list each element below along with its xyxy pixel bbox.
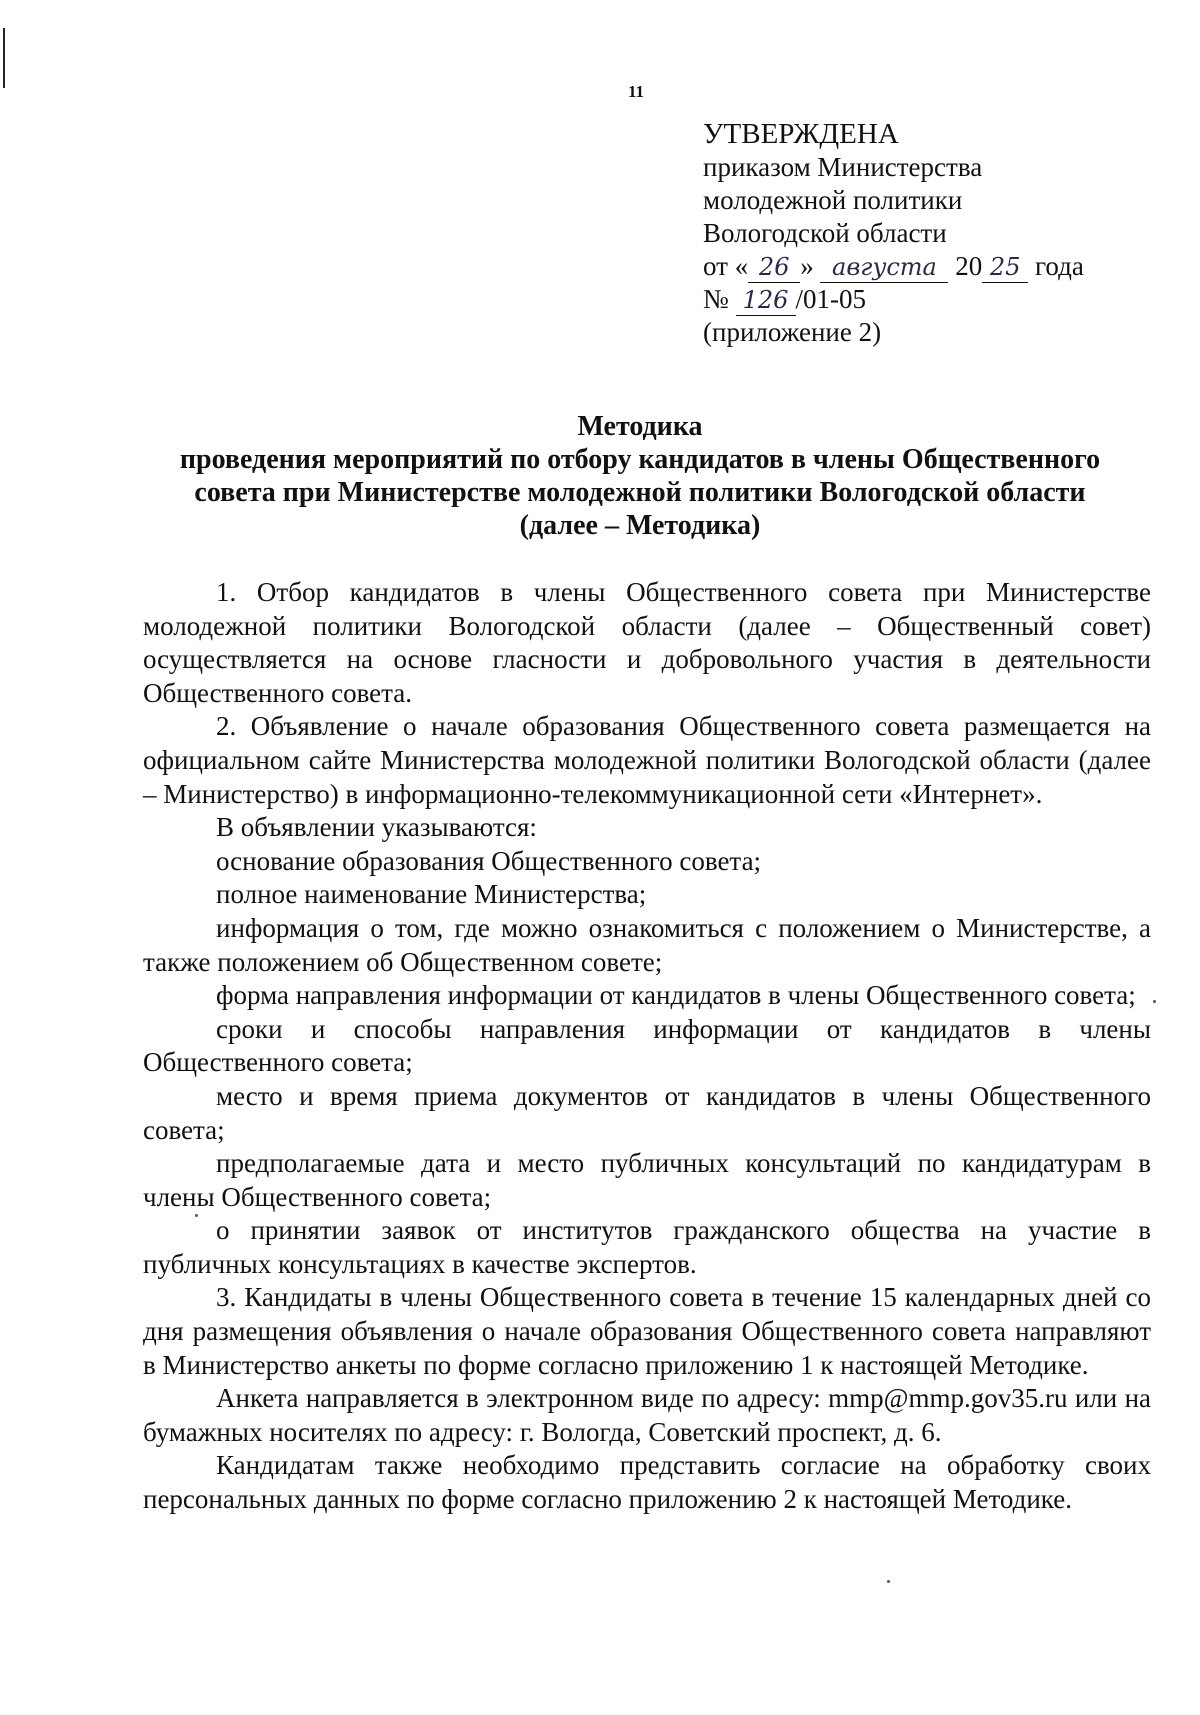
number-suffix: /01-05 <box>795 284 867 314</box>
approval-line-region: Вологодской области <box>703 218 947 248</box>
list-item-full-name: полное наименование Министерства; <box>216 879 647 910</box>
page-number: 11 <box>628 82 645 101</box>
paragraph-3: 3. Кандидаты в члены Общественного совета в течение 15 календарных дней со дня размещения объявления о начале образования Общественного совета направляют в Министерство анкеты по форме согласно приложению 1 к настоящей Методике. <box>143 1282 1151 1380</box>
document-title <box>140 410 1140 542</box>
handwritten-year: 25 <box>982 254 1028 283</box>
list-item-form: форма направления информации от кандидатов в члены Общественного совета; <box>216 980 1136 1011</box>
paragraph-consent: Кандидатам также необходимо представить согласие на обработку своих персональных данных по форме согласно приложению 2 к настоящей Методике. <box>143 1450 1151 1515</box>
handwritten-number: 126 <box>736 287 796 316</box>
paragraph-1: 1. Отбор кандидатов в члены Общественного совета при Министерстве молодежной политики Вологодской области (далее – Общественный совет) осуществляется на основе гласности и добровольного участия в деятельности Общественного совета. <box>143 577 1151 708</box>
year-prefix: 20 <box>955 251 983 281</box>
document-body <box>143 576 1151 1517</box>
scan-edge-mark <box>3 28 5 88</box>
handwritten-month: августа <box>820 254 948 283</box>
title-line-1: Методика <box>577 411 703 442</box>
approval-appendix: (приложение 2) <box>703 317 882 347</box>
list-item-consultations: предполагаемые дата и место публичных консультаций по кандидатурам в члены Общественного совета; <box>143 1148 1151 1212</box>
paragraph-2: 2. Объявление о начале образования Общественного совета размещается на официальном сайте Министерства молодежной политики Вологодской области (далее – Министерство) в информационно-телекоммуникационной сети «Интернет». <box>143 711 1151 809</box>
list-item-deadlines: сроки и способы направления информации от кандидатов в члены Общественного совета; <box>143 1013 1151 1078</box>
title-line-2: проведения мероприятий по отбору кандидатов в члены Общественного <box>179 444 1101 475</box>
title-line-3: совета при Министерстве молодежной политики Вологодской области <box>194 477 1086 508</box>
scan-speck <box>195 1214 198 1217</box>
approval-line-order: приказом Министерства <box>703 152 983 182</box>
approval-stamp-block <box>703 118 1084 349</box>
year-suffix: года <box>1034 251 1084 281</box>
list-item-regulations: информация о том, где можно ознакомиться с положением о Министерстве, а также положением об Общественном совете; <box>143 912 1151 977</box>
approval-number-line <box>703 283 1084 316</box>
approval-line-ministry: молодежной политики <box>703 185 963 215</box>
paragraph-submission: Анкета направляется в электронном виде по адресу: mmp@mmp.gov35.ru или на бумажных носителях по адресу: г. Вологда, Советский проспект, д. 6. <box>143 1383 1151 1447</box>
handwritten-day: 26 <box>748 254 800 283</box>
list-item-place-time: место и время приема документов от кандидатов в члены Общественного совета; <box>143 1080 1151 1145</box>
paragraph-announcement-intro: В объявлении указываются: <box>216 812 537 843</box>
approval-date-line <box>703 250 1084 283</box>
date-mid: » <box>800 251 814 281</box>
list-item-applications: о принятии заявок от институтов гражданского общества на участие в публичных консультациях в качестве экспертов. <box>143 1215 1151 1279</box>
date-prefix: от « <box>703 251 749 281</box>
title-line-4: (далее – Методика) <box>519 510 761 541</box>
list-item-basis: основание образования Общественного совета; <box>216 845 762 876</box>
approval-heading: УТВЕРЖДЕНА <box>703 118 899 150</box>
scan-speck <box>1153 1000 1156 1003</box>
number-prefix: № <box>703 284 729 314</box>
scan-speck <box>887 1580 890 1583</box>
